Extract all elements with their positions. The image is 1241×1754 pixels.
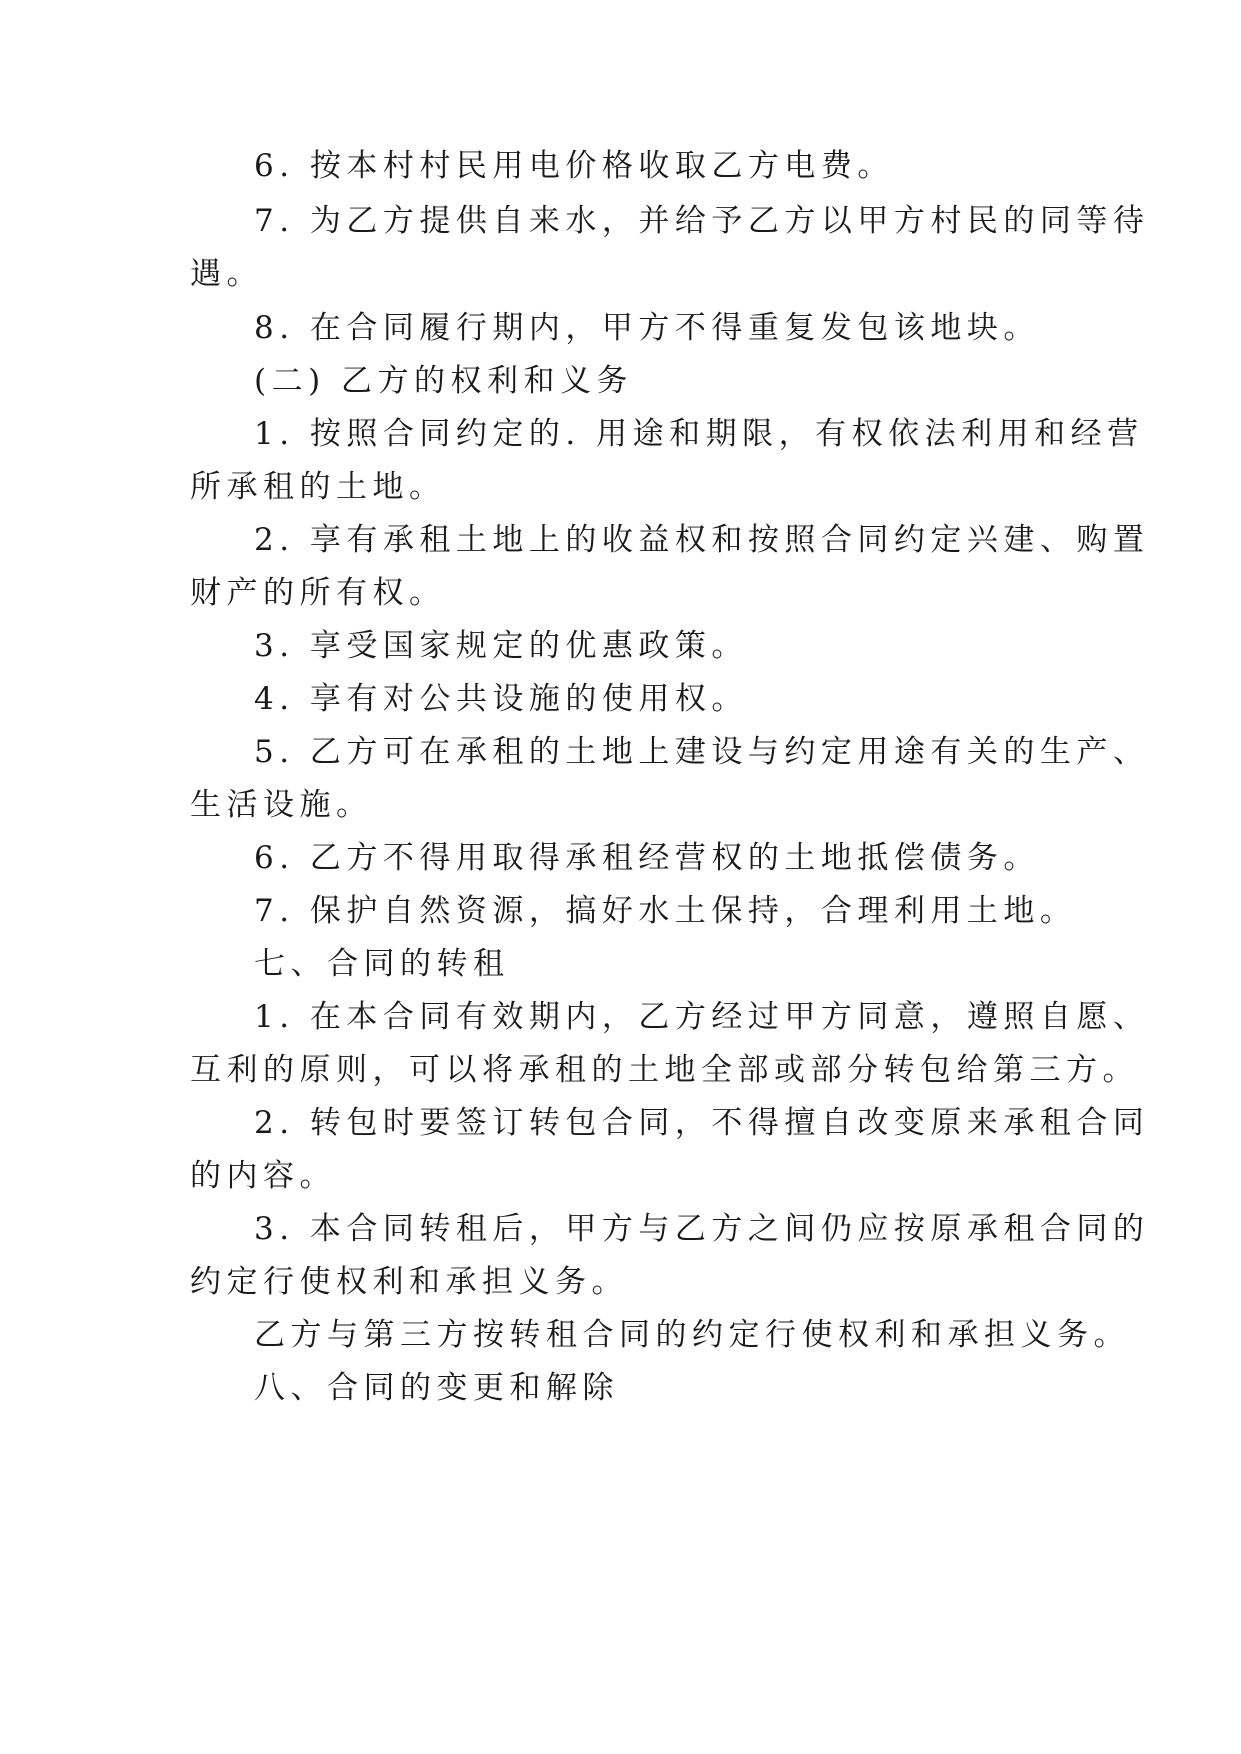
clause-7-water: 7. 为乙方提供自来水，并给予乙方以甲方村民的同等待 [254, 203, 1150, 239]
section-party-b-rights: (二) 乙方的权利和义务 [254, 363, 634, 399]
sublease-clause-1-cont: 互利的原则，可以将承租的土地全部或部分转包给第三方。 [190, 1052, 1139, 1088]
b-clause-1: 1. 按照合同约定的. 用途和期限，有权依法利用和经营 [254, 416, 1144, 452]
clause-8-no-repeat: 8. 在合同履行期内，甲方不得重复发包该地块。 [254, 310, 1040, 346]
sublease-clause-3: 3. 本合同转租后，甲方与乙方之间仍应按原承租合同的 [254, 1211, 1150, 1247]
b-clause-3: 3. 享受国家规定的优惠政策。 [254, 628, 748, 664]
b-clause-2: 2. 享有承租土地上的收益权和按照合同约定兴建、购置 [254, 522, 1150, 558]
b-clause-1-cont: 所承租的土地。 [190, 469, 446, 505]
clause-6-electricity: 6. 按本村村民用电价格收取乙方电费。 [254, 148, 894, 184]
section-7-sublease-heading: 七、合同的转租 [254, 946, 510, 982]
sublease-clause-3-cont: 约定行使权利和承担义务。 [190, 1264, 628, 1300]
b-clause-2-cont: 财产的所有权。 [190, 575, 446, 611]
b-clause-5: 5. 乙方可在承租的土地上建设与约定用途有关的生产、 [254, 734, 1150, 770]
b-clause-5-cont: 生活设施。 [190, 787, 373, 823]
b-clause-7: 7. 保护自然资源，搞好水土保持，合理利用土地。 [254, 893, 1077, 929]
sublease-clause-1: 1. 在本合同有效期内，乙方经过甲方同意，遵照自愿、 [254, 999, 1150, 1035]
b-clause-4: 4. 享有对公共设施的使用权。 [254, 681, 748, 717]
sublease-clause-2-cont: 的内容。 [190, 1158, 336, 1194]
sublease-third-party: 乙方与第三方按转租合同的约定行使权利和承担义务。 [254, 1317, 1130, 1353]
section-8-change-heading: 八、合同的变更和解除 [254, 1370, 619, 1406]
b-clause-6: 6. 乙方不得用取得承租经营权的土地抵偿债务。 [254, 840, 1040, 876]
sublease-clause-2: 2. 转包时要签订转包合同，不得擅自改变原来承租合同 [254, 1105, 1150, 1141]
clause-7-water-cont: 遇。 [190, 256, 263, 292]
